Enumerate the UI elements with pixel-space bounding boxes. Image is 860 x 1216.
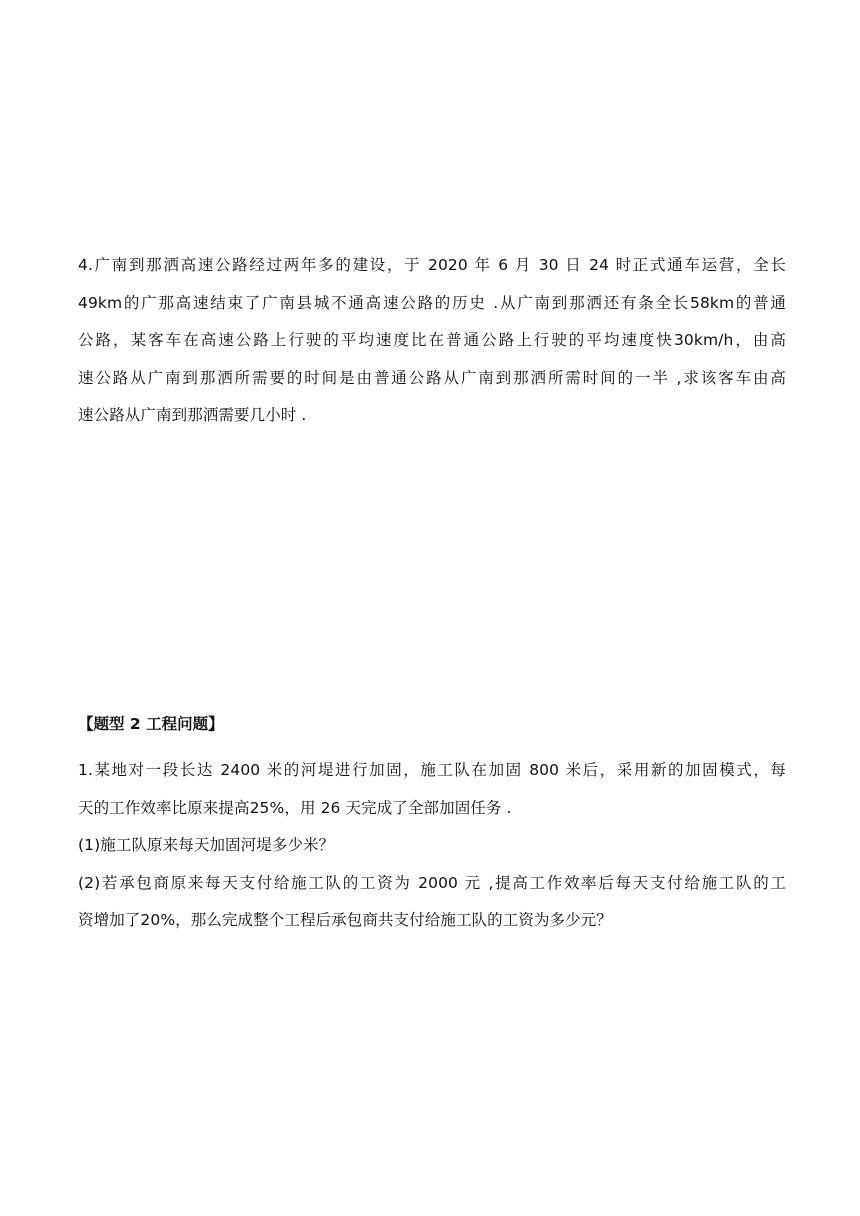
question-1-line-1: 1.某地对一段长达 2400 米的河堤进行加固，施工队在加固 800 米后，采用新的加固模式，每 [78,761,786,779]
question-1-line-2: 天的工作效率比原来提高25%，用 26 天完成了全部加固任务 . [78,798,512,817]
question-4-line-1: 4.广南到那洒高速公路经过两年多的建设，于 2020 年 6 月 30 日 24 时正式通车运营，全长 [78,256,786,274]
question-1-part-2-line-1: (2)若承包商原来每天支付给施工队的工资为 2000 元 ,提高工作效率后每天支付给施工队的工 [78,873,786,892]
question-4-line-4: 速公路从广南到那洒所需要的时间是由普通公路从广南到那洒所需时间的一半 ,求该客车由高 [78,368,786,387]
question-1-part-2-line-2: 资增加了20%，那么完成整个工程后承包商共支付给施工队的工资为多少元？ [78,911,612,929]
question-1 [78,752,786,940]
question-4 [78,247,786,435]
section-heading-work-problems: 【题型 2 工程问题】 [78,715,224,733]
question-1-part-1: (1)施工队原来每天加固河堤多少米？ [78,836,335,854]
question-4-line-2: 49km的广那高速结束了广南县城不通高速公路的历史 .从广南到那洒还有条全长58km的普通 [78,293,786,312]
question-4-line-5: 速公路从广南到那洒需要几小时 . [78,406,307,424]
question-4-line-3: 公路，某客车在高速公路上行驶的平均速度比在普通公路上行驶的平均速度快30km/h，由高 [78,331,786,349]
